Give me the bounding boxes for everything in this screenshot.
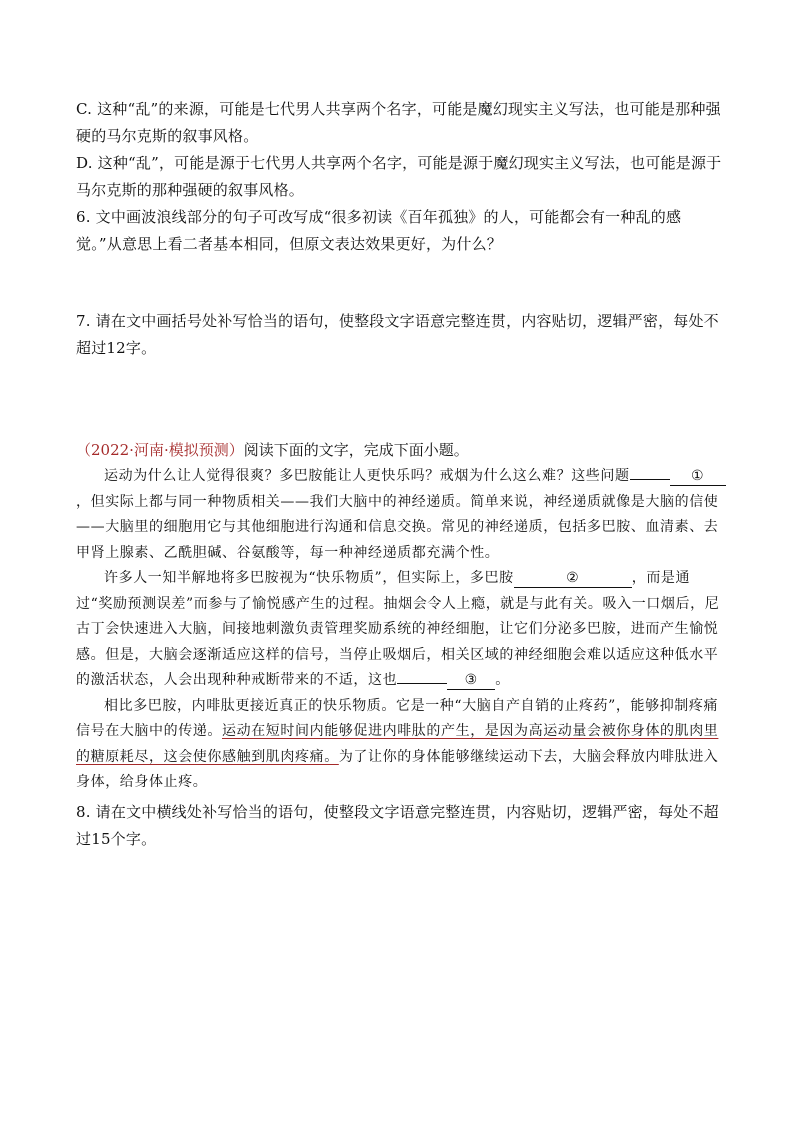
section-instruction: 阅读下面的文字，完成下面小题。 bbox=[243, 441, 469, 459]
option-c: C. 这种“乱”的来源，可能是七代男人共享两个名字，可能是魔幻现实主义写法，也可能是那种强硬的马尔克斯的叙事风格。 bbox=[76, 100, 721, 145]
answer-space-7 bbox=[76, 362, 726, 423]
section-heading bbox=[76, 437, 726, 464]
question-7: 7. 请在文中画括号处补写恰当的语句，使整段文字语意完整连贯，内容贴切，逻辑严密，每处不超过12字。 bbox=[76, 312, 719, 357]
blank-1 bbox=[670, 467, 726, 486]
question-source: （2022·河南·模拟预测） bbox=[76, 441, 244, 459]
underlined-sentence: 运动在短时间内能够促进内啡肽的产生，是因为高运动量会被你身体的肌肉里的糖原耗尽，这会使你感触到肌肉疼痛。 bbox=[76, 723, 719, 765]
blank-2-label: ② bbox=[566, 570, 580, 586]
blank-2 bbox=[514, 569, 632, 588]
option-d: D. 这种“乱”，可能是源于七代男人共享两个名字，可能是源于魔幻现实主义写法，也可能是源于马尔克斯的那种强硬的叙事风格。 bbox=[76, 154, 722, 199]
blank-3-label: ③ bbox=[464, 672, 478, 688]
blank-3 bbox=[447, 671, 495, 690]
question-8: 8. 请在文中横线处补写恰当的语句，使整段文字语意完整连贯，内容贴切，逻辑严密，每处不超过15个字。 bbox=[76, 802, 719, 848]
question-6: 6. 文中画波浪线部分的句子可改写成“很多初读《百年孤独》的人，可能都会有一种乱的感觉。”从意思上看二者基本相同，但原文表达效果更好，为什么？ bbox=[76, 208, 682, 253]
document-page bbox=[76, 96, 726, 853]
blank-1-label: ① bbox=[691, 468, 705, 484]
blank-3-lead bbox=[397, 683, 447, 684]
blank-1-lead bbox=[630, 479, 670, 480]
passage-paragraph-2: 许多人一知半解地将多巴胺视为“快乐物质”，但实际上，多巴胺 ② ，而是通过“奖励预测误差”而参与了愉悦感产生的过程。抽烟会令人上瘾，就是与此有关。吸入一口烟后，尼古丁会快速进入大脑，间接地刺激负责管理奖励系统的神经细胞，让它们分泌多巴胺，进而产生愉悦感。但是，大脑会逐渐适应这样的信号，当停止吸烟后，相关区域的神经细胞会难以适应这种低水平的激活状态，人会出现种种戒断带来的不适，这也 ③ 。 bbox=[76, 570, 720, 688]
passage-paragraph-1: 运动为什么让人觉得很爽？多巴胺能让人更快乐吗？戒烟为什么这么难？这些问题 ①，但实际上都与同一种物质相关——我们大脑中的神经递质。简单来说，神经递质就像是大脑的信使——大脑里的细胞用它与其他细胞进行沟通和信息交换。常见的神经递质，包括多巴胺、血清素、去甲肾上腺素、乙酰胆碱、谷氨酸等，每一种神经递质都充满个性。 bbox=[76, 464, 726, 566]
passage-paragraph-3: 相比多巴胺，内啡肽更接近真正的快乐物质。它是一种“大脑自产自销的止疼药”，能够抑制疼痛信号在大脑中的传递。运动在短时间内能够促进内啡肽的产生，是因为高运动量会被你身体的肌肉里的糖原耗尽，这会使你感触到肌肉疼痛。为了让你的身体能够继续运动下去，大脑会释放内啡肽进入身体，给身体止疼。 bbox=[76, 697, 719, 790]
answer-space-6 bbox=[76, 258, 726, 308]
